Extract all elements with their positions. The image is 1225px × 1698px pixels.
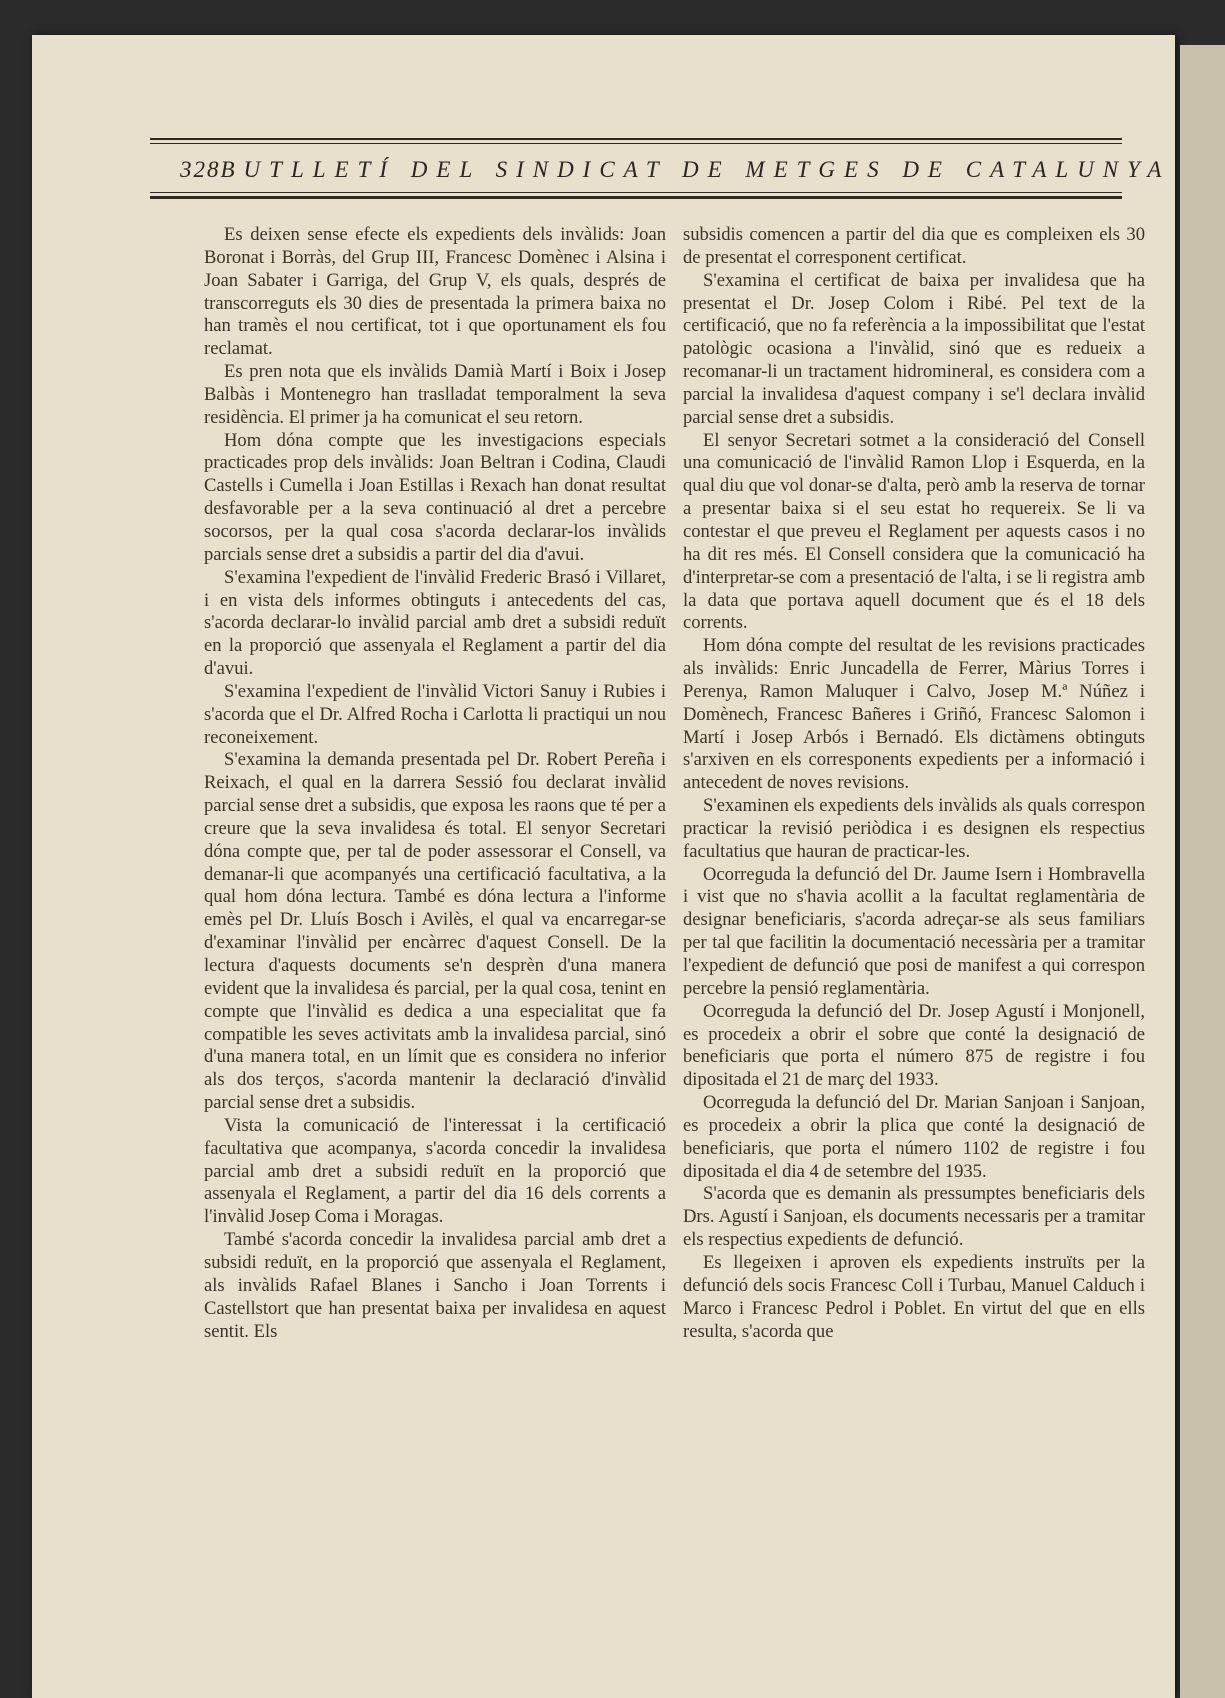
paragraph: Vista la comunicació de l'interessat i la certificació facultativa que acompanya, s'acorda concedir la invalidesa parcial amb dret a subsidi reduït en la proporció que assenyala el Reglament, a partir del dia 16 dels corrents a l'invàlid Josep Coma i Moragas. [204, 1114, 666, 1228]
paragraph: Ocorreguda la defunció del Dr. Josep Agustí i Monjonell, es procedeix a obrir el sobre que conté la designació de beneficiaris que porta el número 875 de registre i fou dipositada el 21 de març del 1933. [683, 1000, 1145, 1091]
paragraph: El senyor Secretari sotmet a la consideració del Consell una comunicació de l'invàlid Ramon Llop i Esquerda, en la qual diu que vol donar-se d'alta, però amb la reserva de tornar a presentar baixa si el seu estat ho requereix. Se li va contestar el que preveu el Reglament per aquests casos i no ha dit res més. El Consell considera que la comunicació ha d'interpretar-se com a presentació de l'alta, i se li registra amb la data que portava aquell document que és el 18 dels corrents. [683, 429, 1145, 634]
paragraph: S'examina la demanda presentada pel Dr. Robert Pereña i Reixach, el qual en la darrera Sessió fou declarat invàlid parcial sense dret a subsidis, que exposa les raons que té per a creure que la seva invalidesa és total. El senyor Secretari dóna compte que, per tal de poder assessorar el Consell, va demanar-li que acompanyés una certificació facultativa, a la qual hom dóna lectura. També es dóna lectura a l'informe emès pel Dr. Lluís Bosch i Avilès, el qual va encarregar-se d'examinar l'invàlid per encàrrec d'aquest Consell. De la lectura d'aquests documents se'n desprèn d'una manera evident que la invalidesa és parcial, per la qual cosa, tenint en compte que l'invàlid es dedica a una especialitat que fa compatible les seves activitats amb la invalidesa parcial, sinó d'una manera total, en un límit que es considera no inferior als dos terços, s'acorda mantenir la declaració d'invàlid parcial sense dret a subsidis. [204, 749, 666, 1114]
paragraph: Es llegeixen i aproven els expedients instruïts per la defunció dels socis Francesc Coll i Turbau, Manuel Calduch i Marco i Francesc Pedrol i Poblet. En virtut del que en ells resulta, s'acorda que [683, 1251, 1145, 1342]
header-rule-top-thin [150, 143, 1122, 144]
paragraph: Es deixen sense efecte els expedients dels invàlids: Joan Boronat i Borràs, del Grup III, Francesc Domènec i Alsina i Joan Sabater i Garriga, del Grup V, els quals, després de transcorreguts els 30 dies de presentada la primera baixa no han tramès el nou certificat, tot i que oportunament els fou reclamat. [204, 224, 666, 360]
paragraph: Ocorreguda la defunció del Dr. Jaume Isern i Hombravella i vist que no s'havia acollit a la facultat reglamentària de designar beneficiaris, s'acorda adreçar-se als seus familiars per tal que facilitin la documentació necessària per a tramitar l'expedient de defunció que posi de manifest a qui correspon percebre la pensió reglamentària. [683, 863, 1145, 999]
paragraph: Es pren nota que els invàlids Damià Martí i Boix i Josep Balbàs i Montenegro han traslladat temporalment la seva residència. El primer ja ha comunicat el seu retorn. [204, 361, 666, 428]
paragraph: S'examina l'expedient de l'invàlid Victori Sanuy i Rubies i s'acorda que el Dr. Alfred Rocha i Carlotta li practiqui un nou reconeixement. [204, 680, 666, 748]
paragraph: subsidis comencen a partir del dia que es compleixen els 30 de presentat el corresponent certificat. [683, 224, 1145, 268]
header-line [180, 157, 1171, 182]
paragraph: Hom dóna compte que les investigacions especials practicades prop dels invàlids: Joan Beltran i Codina, Claudi Castells i Cumella i Joan Estillas i Rexach han donat resultat desfavorable per a la seva continuació al dret a percebre socorsos, per la qual cosa s'acorda declarar-los invàlids parcials sense dret a subsidis a partir del dia d'avui. [204, 429, 666, 565]
paragraph: També s'acorda concedir la invalidesa parcial amb dret a subsidi reduït, en la proporció que assenyala el Reglament, als invàlids Rafael Blanes i Sancho i Joan Torrents i Castellstort que han presentat baixa per invalidesa en aquest sentit. Els [204, 1229, 666, 1342]
paragraph: S'examinen els expedients dels invàlids als quals correspon practicar la revisió periòdica i es designen els respectius facultatius que hauran de practicar-les. [683, 795, 1145, 862]
paragraph: S'acorda que es demanin als pressumptes beneficiaris dels Drs. Agustí i Sanjoan, els documents necessaris per a tramitar els respectius expedients de defunció. [683, 1183, 1145, 1251]
paragraph: Ocorreguda la defunció del Dr. Marian Sanjoan i Sanjoan, es procedeix a obrir la plica que conté la designació de beneficiaris, que porta el número 1102 de registre i fou dipositada el dia 4 de setembre del 1935. [683, 1092, 1145, 1182]
running-header [150, 138, 1171, 200]
paragraph: S'examina l'expedient de l'invàlid Frederic Brasó i Villaret, i en vista dels informes obtinguts i antecedents del cas, s'acorda declarar-lo invàlid parcial amb dret a subsidi reduït en la proporció que assenyala el Reglament a partir del dia d'avui. [204, 566, 666, 680]
header-rule-bottom-thin [150, 192, 1122, 193]
header-rule-top [150, 138, 1122, 140]
paragraph: Hom dóna compte del resultat de les revisions practicades als invàlids: Enric Juncadella de Ferrer, Màrius Torres i Perenya, Ramon Maluquer i Calvo, Josep M.ª Núñez i Domènech, Francesc Bañeres i Griñó, Francesc Salomon i Martí i Josep Arbós i Bernadó. Els dictàmens obtinguts s'arxiven en els corresponents expedients per a informació i antecedent de noves revisions. [683, 635, 1145, 794]
paragraph: S'examina el certificat de baixa per invalidesa que ha presentat el Dr. Josep Colom i Ribé. Pel text de la certificació, que no fa referència a la impossibilitat que l'estat patològic ocasiona a l'invàlid, sinó que es redueix a recomanar-li un tractament hidromineral, es considera com a parcial la invalidesa d'aquest company i se'l declara invàlid parcial sense dret a subsidis. [683, 269, 1145, 428]
left-column [204, 224, 666, 1564]
page-edge [1180, 45, 1225, 1698]
right-column [683, 224, 1145, 1564]
page-number: 328 [180, 157, 221, 182]
header-rule-bottom [150, 196, 1122, 199]
journal-title: BUTLLETÍ DEL SINDICAT DE METGES DE CATALUNYA [220, 157, 1171, 182]
